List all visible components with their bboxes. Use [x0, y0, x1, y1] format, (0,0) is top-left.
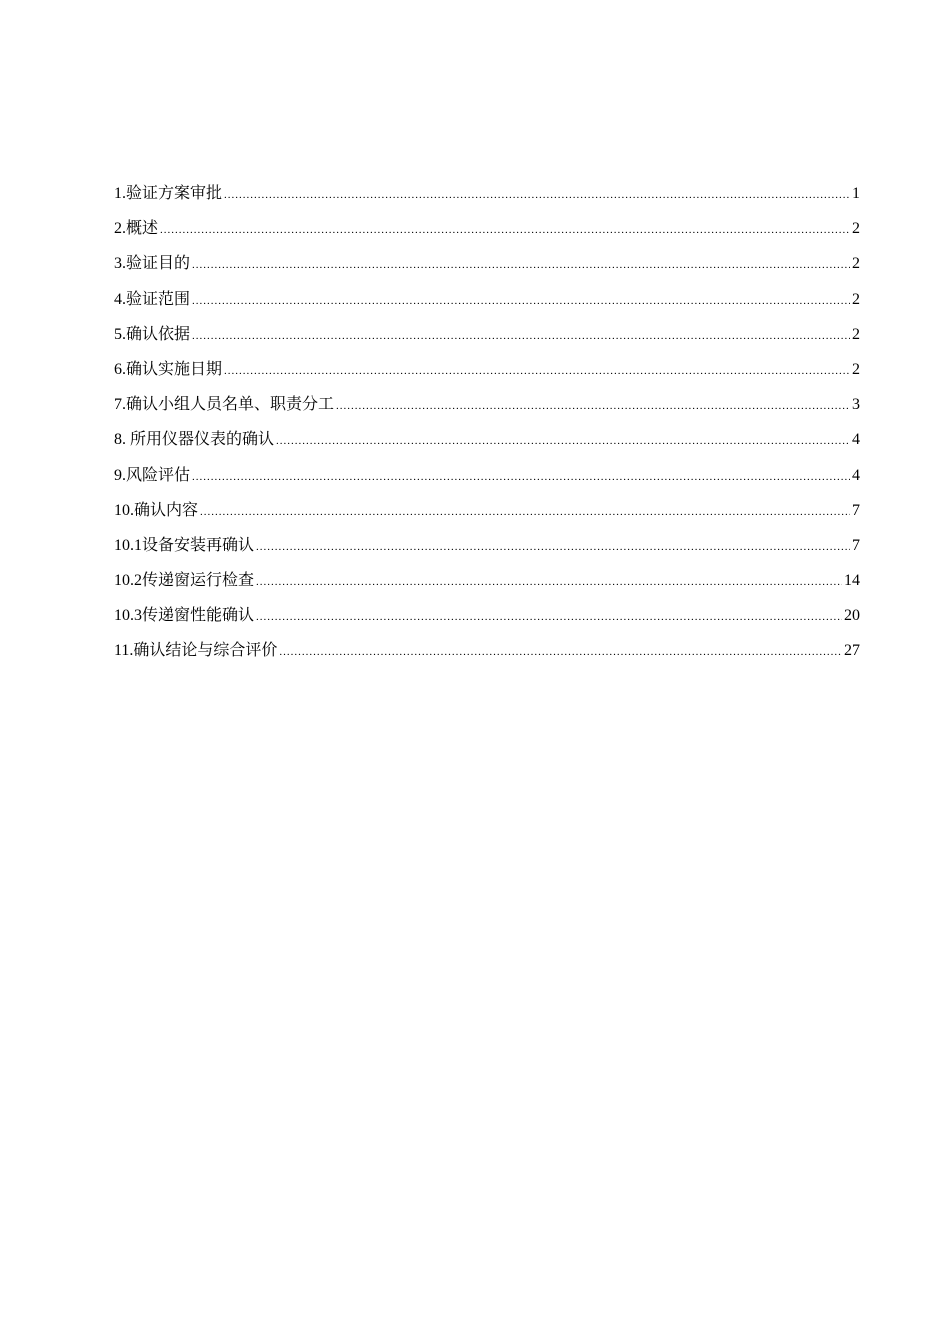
toc-entry[interactable] — [114, 598, 860, 633]
toc-dot-leader — [192, 284, 850, 319]
toc-entry[interactable] — [114, 211, 860, 246]
toc-entry-label: 10.确认内容 — [114, 501, 199, 519]
toc-entry-label: 10.1设备安装再确认 — [114, 536, 255, 554]
toc-entry-page: 2 — [852, 325, 860, 343]
toc-entry[interactable] — [114, 422, 860, 457]
toc-entry-label: 2.概述 — [114, 220, 159, 238]
toc-entry[interactable] — [114, 282, 860, 317]
toc-entry-page: 3 — [852, 396, 860, 414]
toc-entry-page: 7 — [852, 536, 860, 554]
toc-entry-label: 8. 所用仪器仪表的确认 — [114, 431, 275, 449]
toc-entry-page: 4 — [852, 466, 860, 484]
toc-dot-leader — [200, 495, 850, 530]
toc-entry[interactable] — [114, 352, 860, 387]
toc-entry[interactable] — [114, 493, 860, 528]
toc-entry-label: 7.确认小组人员名单、职责分工 — [114, 396, 335, 414]
toc-entry-page: 2 — [852, 220, 860, 238]
toc-entry-label: 10.2传递窗运行检查 — [114, 572, 255, 590]
toc-entry[interactable] — [114, 387, 860, 422]
toc-dot-leader — [192, 319, 850, 354]
toc-dot-leader — [256, 565, 842, 600]
toc-entry-label: 5.确认依据 — [114, 325, 191, 343]
toc-entry-page: 20 — [844, 607, 860, 625]
toc-entry[interactable] — [114, 633, 860, 668]
toc-entry[interactable] — [114, 563, 860, 598]
toc-entry[interactable] — [114, 246, 860, 281]
toc-entry-page: 7 — [852, 501, 860, 519]
toc-entry[interactable] — [114, 176, 860, 211]
toc-entry[interactable] — [114, 528, 860, 563]
toc-entry[interactable] — [114, 458, 860, 493]
toc-dot-leader — [160, 213, 850, 248]
toc-entry-page: 1 — [852, 185, 860, 202]
toc-dot-leader — [256, 530, 850, 565]
toc-dot-leader — [224, 178, 850, 213]
toc-entry-label: 10.3传递窗性能确认 — [114, 607, 255, 625]
toc-dot-leader — [256, 600, 842, 635]
toc-dot-leader — [192, 460, 850, 495]
toc-entry-page: 2 — [852, 360, 860, 378]
toc-dot-leader — [336, 389, 850, 424]
toc-dot-leader — [224, 354, 850, 389]
toc-entry-label: 9.风险评估 — [114, 466, 191, 484]
toc-entry[interactable] — [114, 317, 860, 352]
toc-dot-leader — [276, 424, 850, 459]
toc-entry-page: 27 — [844, 642, 860, 660]
toc-entry-page: 14 — [844, 572, 860, 590]
toc-entry-label: 1.验证方案审批 — [114, 185, 223, 202]
toc-dot-leader — [192, 248, 850, 283]
toc-entry-label: 11.确认结论与综合评价 — [114, 642, 278, 660]
toc-dot-leader — [279, 635, 842, 670]
toc-entry-label: 3.验证目的 — [114, 255, 191, 273]
toc-entry-page: 2 — [852, 255, 860, 273]
toc-entry-label: 4.验证范围 — [114, 290, 191, 308]
toc-entry-page: 2 — [852, 290, 860, 308]
toc-entry-page: 4 — [852, 431, 860, 449]
table-of-contents — [114, 176, 860, 669]
toc-entry-label: 6.确认实施日期 — [114, 360, 223, 378]
